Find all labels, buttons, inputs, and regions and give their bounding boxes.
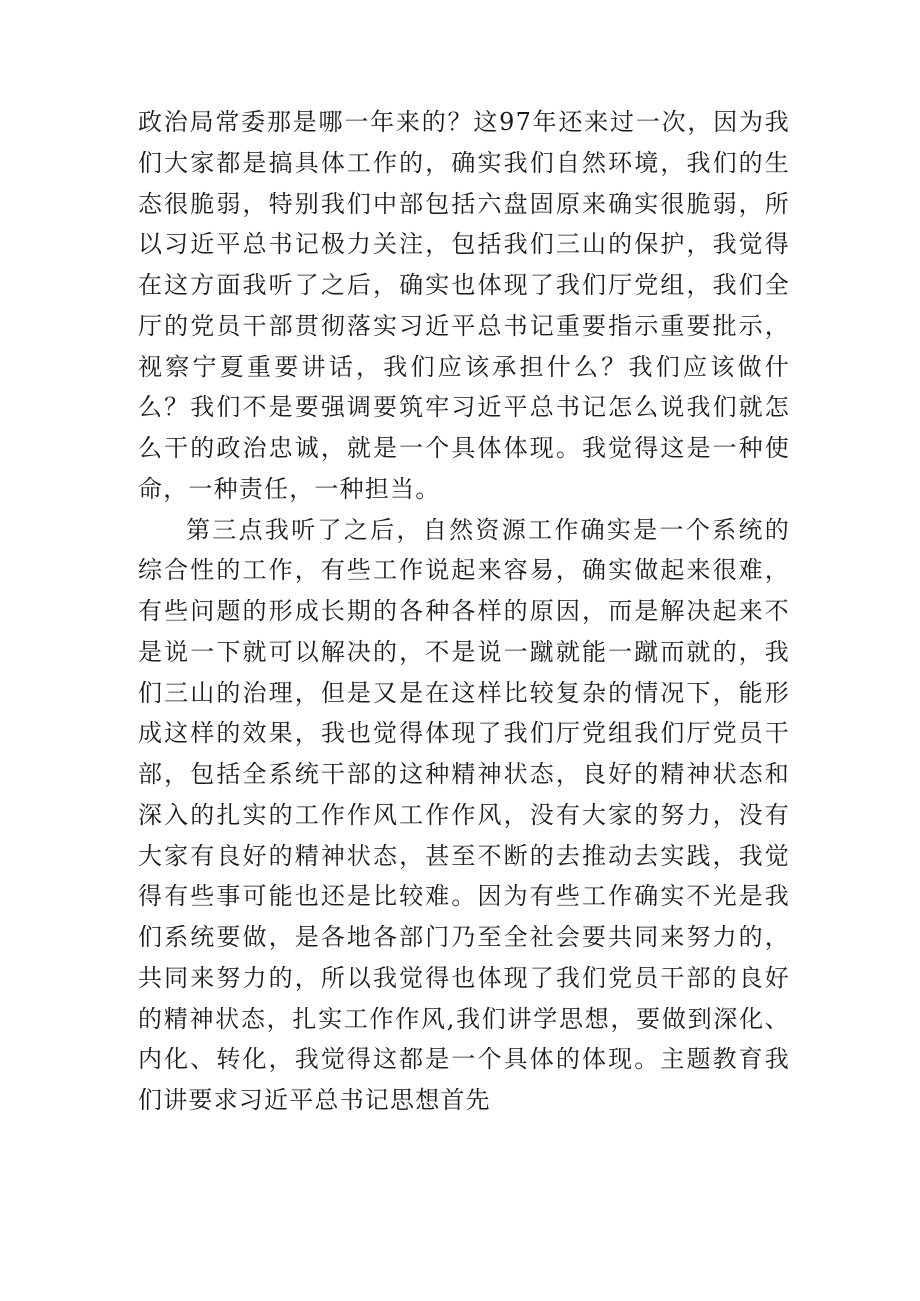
body-text xyxy=(138,102,790,1121)
paragraph-2: 第三点我听了之后，自然资源工作确实是一个系统的综合性的工作，有些工作说起来容易，确实做起来很难，有些问题的形成长期的各种各样的原因，而是解决起来不是说一下就可以解决的，不是说一蹴就能一蹴而就的，我们三山的治理，但是又是在这样比较复杂的情况下，能形成这样的效果，我也觉得体现了我们厅党组我们厅党员干部，包括全系统干部的这种精神状态，良好的精神状态和深入的扎实的工作作风工作作风，没有大家的努力，没有大家有良好的精神状态，甚至不断的去推动去实践，我觉得有些事可能也还是比较难。因为有些工作确实不光是我们系统要做，是各地各部门乃至全社会要共同来努力的，共同来努力的，所以我觉得也体现了我们党员干部的良好的精神状态，扎实工作作风,我们讲学思想，要做到深化、内化、转化，我觉得这都是一个具体的体现。主题教育我们讲要求习近平总书记思想首先 xyxy=(138,515,790,1114)
paragraph-1: 政治局常委那是哪一年来的？这97年还来过一次，因为我们大家都是搞具体工作的，确实我们自然环境，我们的生态很脆弱，特别我们中部包括六盘固原来确实很脆弱，所以习近平总书记极力关注，包括我们三山的保护，我觉得在这方面我听了之后，确实也体现了我们厅党组，我们全厅的党员干部贯彻落实习近平总书记重要指示重要批示，视察宁夏重要讲话，我们应该承担什么？我们应该做什么？我们不是要强调要筑牢习近平总书记怎么说我们就怎么干的政治忠诚，就是一个具体体现。我觉得这是一种使命，一种责任，一种担当。 xyxy=(138,108,790,503)
